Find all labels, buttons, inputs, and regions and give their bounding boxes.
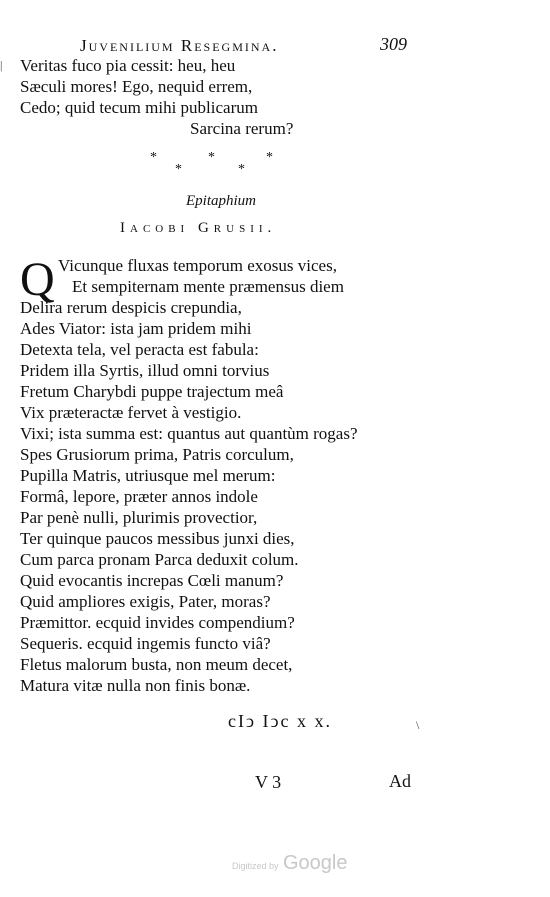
epitaph-title: Epitaphium bbox=[186, 193, 256, 209]
epitaph-line: Ter quinque paucos messibus junxi dies, bbox=[20, 529, 295, 548]
google-watermark bbox=[232, 852, 347, 875]
drop-cap: Q bbox=[20, 253, 55, 306]
epitaph-line: Sequeris. ecquid ingemis functo viâ? bbox=[20, 634, 271, 653]
watermark-prefix: Digitized by bbox=[232, 861, 279, 871]
star-ornament bbox=[150, 150, 280, 180]
epitaph-line: Matura vitæ nulla non finis bonæ. bbox=[20, 676, 251, 695]
signature-mark: V 3 bbox=[255, 772, 282, 792]
star-glyph: * bbox=[150, 150, 157, 165]
epitaph-line: Præmittor. ecquid invides compendium? bbox=[20, 613, 295, 632]
page-number: 309 bbox=[380, 34, 407, 54]
epitaph-date: cIↄ Iↄc x x. bbox=[228, 711, 332, 731]
verse-line: Sæculi mores! Ego, nequid errem, bbox=[20, 77, 253, 96]
running-header: Juvenilium Resegmina. bbox=[80, 36, 279, 55]
star-glyph: * bbox=[208, 150, 215, 165]
epitaph-line: Formâ, lepore, præter annos indole bbox=[20, 487, 258, 506]
epitaph-line: Spes Grusiorum prima, Patris corculum, bbox=[20, 445, 294, 464]
epitaph-line: Quid ampliores exigis, Pater, moras? bbox=[20, 592, 271, 611]
margin-mark: | bbox=[0, 58, 3, 72]
verse-line: Sarcina rerum? bbox=[190, 119, 294, 138]
verse-line: Veritas fuco pia cessit: heu, heu bbox=[20, 56, 236, 75]
catchword: Ad bbox=[389, 771, 411, 791]
verse-line: Cedo; quid tecum mihi publicarum bbox=[20, 98, 258, 117]
star-glyph: * bbox=[266, 150, 273, 165]
epitaph-name: Iacobi Grusii. bbox=[120, 220, 277, 236]
epitaph-line: Detexta tela, vel peracta est fabula: bbox=[20, 340, 259, 359]
star-glyph: * bbox=[175, 162, 182, 177]
epitaph-line: Delira rerum despicis crepundia, bbox=[20, 298, 242, 317]
epitaph-line: Et sempiternam mente præmensus diem bbox=[72, 277, 344, 296]
epitaph-line: Fletus malorum busta, non meum decet, bbox=[20, 655, 293, 674]
epitaph-line: Cum parca pronam Parca deduxit colum. bbox=[20, 550, 299, 569]
epitaph-line: Par penè nulli, plurimis provectior, bbox=[20, 508, 258, 527]
epitaph-line: Pridem illa Syrtis, illud omni torvius bbox=[20, 361, 270, 380]
margin-mark: \ bbox=[416, 718, 420, 732]
epitaph-line: Vixi; ista summa est: quantus aut quantùm rogas? bbox=[20, 424, 358, 443]
epitaph-line: Ades Viator: ista jam pridem mihi bbox=[20, 319, 252, 338]
google-logo: Google bbox=[282, 852, 348, 874]
epitaph-line: Quid evocantis increpas Cœli manum? bbox=[20, 571, 284, 590]
epitaph-line: Pupilla Matris, utriusque mel merum: bbox=[20, 466, 276, 485]
star-glyph: * bbox=[238, 162, 245, 177]
epitaph-line: Vix præteractæ fervet à vestigio. bbox=[20, 403, 242, 422]
epitaph-line: Fretum Charybdi puppe trajectum meâ bbox=[20, 382, 284, 401]
epitaph-line: Vicunque fluxas temporum exosus vices, bbox=[58, 256, 337, 275]
